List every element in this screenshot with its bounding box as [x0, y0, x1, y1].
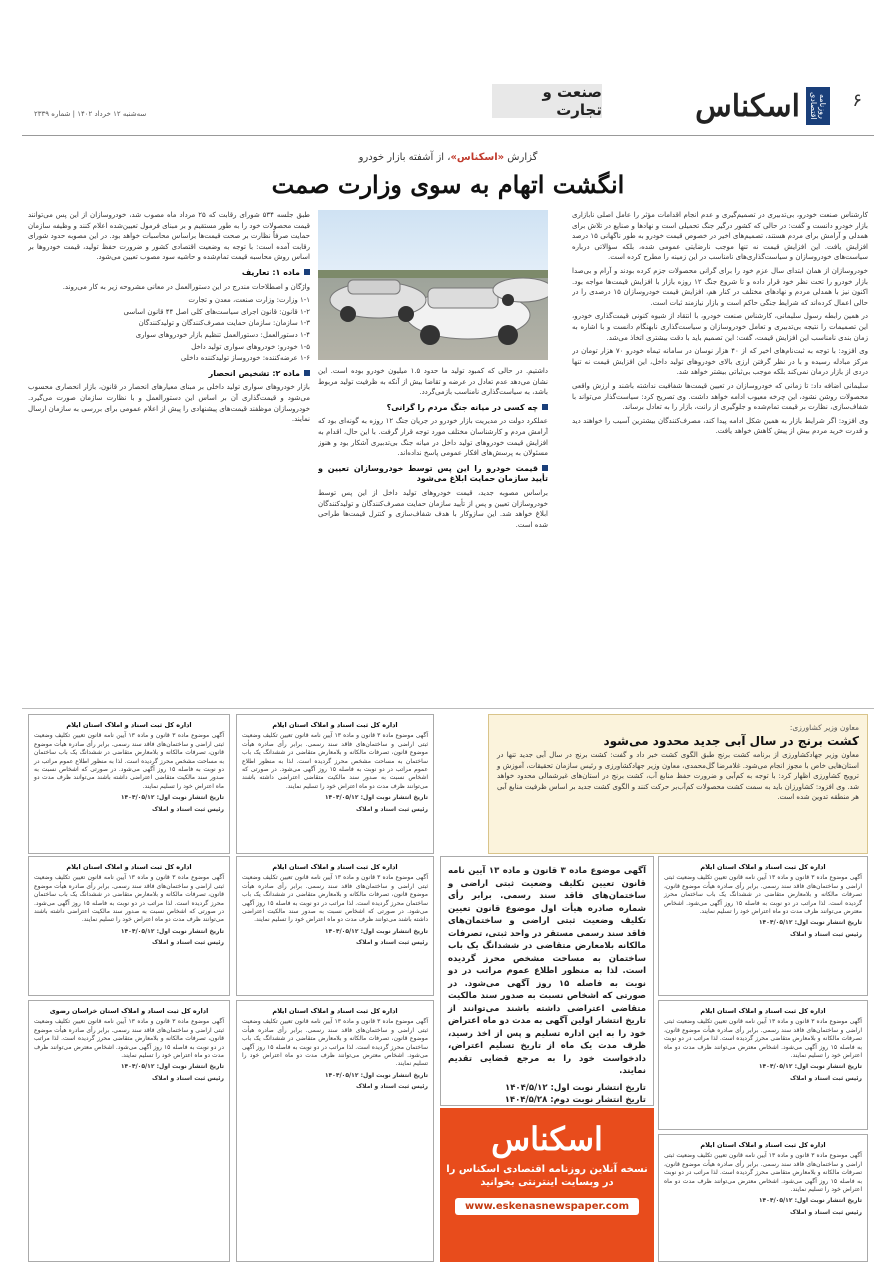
list-item: ۱-۴ دستورالعمل: دستورالعمل تنظیم بازار خودروهای سواری: [135, 330, 310, 339]
subheading: ماده ۱: تعاریف: [28, 268, 310, 279]
article-column-middle: [318, 366, 548, 704]
bullet-icon: [542, 465, 548, 471]
newspaper-logo[interactable]: [695, 86, 830, 126]
bullet-icon: [304, 370, 310, 376]
issue-line: سه‌شنبه ۱۲ خرداد ۱۴۰۲ | شماره ۲۳۳۹: [34, 110, 147, 118]
agri-news-box: [488, 714, 868, 854]
agri-text: معاون وزیر جهادکشاورزی از برنامه کشت برنج طبق الگوی کشت خبر داد و گفت: کشت برنج در سال آبی جدید تنها در استان‌هایی خاص با مجوز انجام می‌شود. غلامرضا گل‌محمدی، معاون وزیر جهادکشاورزی و رئیس سازمان تحقیقات، آموزش و ترویج کشاورزی اظهار کرد: با توجه به کم‌آبی و ضرورت حفظ منابع آب، کشت برنج در استان‌های غیرشمالی محدود خواهد شد. وی افزود: کشاورزان باید به سمت کشت محصولات کم‌آب‌بر حرکت کنند و الگوی کشت جدید بر اساس ظرفیت منابع آبی هر منطقه تدوین شده است.: [497, 751, 859, 801]
paragraph: وی افزود: اگر شرایط بازار به همین شکل ادامه پیدا کند، مصرف‌کنندگان بیشترین آسیب را خواهند دید و قدرت خرید مردم بیش از پیش کاهش خواهد یافت.: [572, 416, 868, 436]
report-suffix: از آشفته بازار خودرو: [358, 152, 445, 163]
paragraph: کارشناس صنعت خودرو، بی‌تدبیری در تصمیم‌گیری و عدم انجام اقدامات مؤثر را عامل اصلی نابازاری بازار خودرو دانست و گفت: در حالی که کشور درگیر جنگ تحمیلی است و نهادها و صنایع در تلاش برای همدلی و آرامش برای مردم هستند، تصمیم‌های اخیر در خصوص قیمت خودرو به طور ناگهانی ۱۵ درصد افزایش یافت. این افزایش قیمت نه تنها موجب نارضایتی عمومی شده، بلکه سؤالاتی درباره سیاست‌های خودروسازان و سیاست‌گذاری‌های نامناسب در این زمینه را مطرح کرده است.: [572, 211, 868, 262]
cars-illustration: [318, 210, 548, 360]
report-brand: «اسکناس»: [450, 152, 505, 163]
article-headline: انگشت اتهام به سوی وزارت صمت: [271, 170, 625, 199]
subheading: قیمت خودرو را این پس توسط خودروسازان تعیین و تأیید سازمان حمایت ابلاغ می‌شود: [318, 463, 548, 484]
legal-notice: اداره کل ثبت اسناد و املاک استان ایلام آگهی موضوع ماده ۳ قانون و ماده ۱۳ آیین نامه قانون تعیین تکلیف وضعیت ثبتی اراضی و ساختمان‌های فاقد سند رسمی. برابر رأی صادره هیأت موضوع قانون، تصرفات مالکانه و بلامعارض متقاضی محرز گردیده است. لذا مراتب در دو نوبت به فاصله ۱۵ روز آگهی می‌شود. اشخاص معترض می‌توانند ظرف مدت دو ماه اعتراض خود را تسلیم نمایند. تاریخ انتشار نوبت اول: ۱۴۰۴/۰۵/۱۲ رئیس ثبت اسناد و املاک: [658, 1000, 868, 1130]
ad-logo: اسکناس: [491, 1120, 603, 1158]
bullet-icon: [304, 269, 310, 275]
definitions-list: [28, 295, 310, 364]
legal-notice: اداره کل ثبت اسناد و املاک استان خراسان رضوی آگهی موضوع ماده ۳ قانون و ماده ۱۳ آیین نامه قانون تعیین تکلیف وضعیت ثبتی اراضی و ساختمان‌های فاقد سند رسمی. برابر رأی صادره هیأت موضوع قانون، تصرفات مالکانه و بلامعارض متقاضی محرز گردیده است. لذا مراتب در دو نوبت به فاصله ۱۵ روز آگهی می‌شود. اشخاص معترض می‌توانند ظرف مدت دو ماه اعتراض خود را تسلیم نمایند. تاریخ انتشار نوبت اول: ۱۴۰۴/۰۵/۱۲ رئیس ثبت اسناد و املاک: [28, 1000, 230, 1262]
legal-notice: اداره کل ثبت اسناد و املاک استان ایلام آگهی موضوع ماده ۳ قانون و ماده ۱۳ آیین نامه قانون تعیین تکلیف وضعیت ثبتی اراضی و ساختمان‌های فاقد سند رسمی. برابر رأی صادره هیأت موضوع قانون، تصرفات مالکانه و بلامعارض متقاضی در ششدانگ یک باب ساختمان محرز گردیده است. لذا مراتب در دو نوبت به فاصله ۱۵ روز آگهی می‌شود. اشخاص معترض می‌توانند ظرف مدت دو ماه اعتراض خود را تسلیم نمایند. تاریخ انتشار نوبت اول: ۱۴۰۴/۰۵/۱۲ رئیس ثبت اسناد و املاک: [236, 1000, 434, 1262]
newspaper-ad[interactable]: [440, 1108, 654, 1262]
logo-word: اسکناس: [695, 88, 800, 124]
legal-notice: اداره کل ثبت اسناد و املاک استان ایلام آگهی موضوع ماده ۳ قانون و ماده ۱۳ آیین نامه قانون تعیین تکلیف وضعیت ثبتی اراضی و ساختمان‌های فاقد سند رسمی. برابر رأی صادره هیأت موضوع قانون، تصرفات مالکانه و بلامعارض متقاضی در ششدانگ یک باب ساختمان به مساحت مشخص محرز گردیده است. لذا به منظور اطلاع عموم مراتب در دو نوبت به فاصله ۱۵ روز آگهی می‌شود. در صورتی که اشخاص نسبت به صدور سند مالکیت متقاضی اعتراضی داشته باشند می‌توانند ظرف مدت دو ماه اعتراض خود را تسلیم نمایند. تاریخ انتشار نوبت اول: ۱۴۰۴/۰۵/۱۲ رئیس ثبت اسناد و املاک: [236, 714, 434, 854]
list-item: ۱-۳ سازمان: سازمان حمایت مصرف‌کنندگان و تولیدکنندگان: [138, 319, 310, 328]
list-item: ۱-۲ قانون: قانون اجرای سیاست‌های کلی اصل ۴۴ قانون اساسی: [123, 307, 310, 316]
list-item: ۱-۱ وزارت: وزارت صنعت، معدن و تجارت: [188, 296, 310, 305]
ad-url-link[interactable]: www.eskenasnewspaper.com: [455, 1198, 639, 1215]
page-header: [22, 84, 874, 136]
cars-photo: [318, 210, 548, 360]
paragraph: طبق جلسه ۵۳۴ شورای رقابت که ۲۵ مرداد ماه مصوب شد، خودروسازان از این پس می‌توانند قیمت محصولات خود را به طور مستقیم و بر مبنای فرمول تعیین‌شده اعلام کنند و وظیفه سازمان حمایت صرفاً نظارت بر صحت قیمت‌ها براساس محاسبات خواهد بود. در این مصوبه حدود شورای رقابت آمده است: با توجه به وضعیت اقتصادی کشور و ضرورت حفظ تولید، قیمت خودروها بر اساس روش محاسبه قیمت تمام‌شده و حاشیه سود مصوب تعیین می‌شود.: [28, 211, 310, 262]
logo-tag: روزنامه اقتصادی: [806, 87, 830, 125]
big-notice-date2: تاریخ انتشار نوبت دوم: ۱۴۰۴/۵/۲۸: [504, 1095, 646, 1105]
report-prefix: گزارش: [507, 152, 538, 163]
legal-notice: اداره کل ثبت اسناد و املاک استان ایلام آگهی موضوع ماده ۳ قانون و ماده ۱۳ آیین نامه قانون تعیین تکلیف وضعیت ثبتی اراضی و ساختمان‌های فاقد سند رسمی. برابر رأی صادره هیأت موضوع قانون، تصرفات مالکانه و بلامعارض متقاضی در ششدانگ یک باب ساختمان محرز گردیده است. لذا مراتب در دو نوبت به فاصله ۱۵ روز آگهی می‌شود. اشخاص معترض می‌توانند ظرف مدت دو ماه اعتراض خود را تسلیم نمایند. تاریخ انتشار نوبت اول: ۱۴۰۴/۰۵/۱۲ رئیس ثبت اسناد و املاک: [658, 856, 868, 996]
legal-notice: اداره کل ثبت اسناد و املاک استان ایلام آگهی موضوع ماده ۳ قانون و ماده ۱۳ آیین نامه قانون تعیین تکلیف وضعیت ثبتی اراضی و ساختمان‌های فاقد سند رسمی. برابر رأی صادره هیأت موضوع قانون، تصرفات مالکانه و بلامعارض متقاضی در ششدانگ یک باب ساختمان محرز گردیده است. لذا مراتب در دو نوبت به فاصله ۱۵ روز آگهی می‌شود. در صورتی که اشخاص نسبت به صدور سند مالکیت اعتراضی داشته باشند می‌توانند ظرف مدت دو ماه اعتراض خود را تسلیم نمایند. تاریخ انتشار نوبت اول: ۱۴۰۴/۰۵/۱۲ رئیس ثبت اسناد و املاک: [236, 856, 434, 996]
paragraph: وی افزود: با توجه به ثبت‌نام‌های اخیر که از ۴۰ هزار نوسان در سامانه تیماه خودرو ۷۰ هزار تومان در مرکز مبادله رسیده و با در نظر گرفتن ارزی بالای خودروهای تولید داخل، این افزایش قیمت نه تنها دردی از بازار درمان نمی‌کند بلکه موجب بی‌ثباتی بیشتر خواهد شد.: [572, 347, 868, 377]
paragraph: بازار خودروهای سواری تولید داخلی بر مبنای معیارهای انحصار در قانون، بازار انحصاری محسوب می‌شود و قیمت‌گذاری آن بر اساس این دستورالعمل و با نظارت سازمان صورت می‌گیرد. خودروسازان موظفند قیمت‌های پیشنهادی را پیش از اعلام عمومی برای بررسی به سازمان ارسال نمایند.: [28, 383, 310, 424]
article-column-left: [28, 210, 310, 704]
paragraph: خودروسازان از همان ابتدای سال عزم خود را برای گرانی محصولات جزم کرده بودند و آرام و بی‌صدا بازار خودرو را تحت نظر خود قرار داده و تا شروع جنگ ۱۲ روزه بازار با افزایش قیمت‌ها مواجه بود. اکنون نیز با همدلی مردم و نهادهای مختلف در کنار هم، افزایش قیمت خودروسازان ۱۵ درصدی را در حالی اعمال کرده‌اند که شرایط جنگی حاکم است و بازار نیازمند ثبات است.: [572, 266, 868, 307]
bullet-icon: [542, 404, 548, 410]
big-legal-notice: [440, 856, 654, 1106]
report-line: گزارش «اسکناس»، از آشفته بازار خودرو: [358, 152, 538, 163]
car-icon: [330, 280, 426, 322]
ad-line1: نسخه آنلاین روزنامه اقتصادی اسکناس را: [446, 1164, 648, 1175]
paragraph: داشتیم. در حالی که کمبود تولید ما حدود ۱.۵ میلیون خودرو بوده است. این نشان می‌دهد عدم تعادل در عرضه و تقاضا بیش از آنکه به ظرفیت تولید مربوط باشد، به سیاست‌گذاری نامناسب بازمی‌گردد.: [318, 367, 548, 397]
list-item: ۱-۵ خودرو: خودروهای سواری تولید داخل: [191, 342, 310, 351]
section-title: صنعت و تجارت: [492, 84, 602, 118]
ad-line2: در وبسایت اینترنتی بخوانید: [480, 1177, 614, 1188]
agri-kicker: معاون وزیر کشاورزی:: [789, 723, 859, 732]
page-number: ۶: [852, 90, 862, 111]
article-column-right: [572, 210, 868, 704]
paragraph: واژگان و اصطلاحات مندرج در این دستورالعمل در معانی مشروحه زیر به کار می‌روند.: [62, 282, 310, 291]
legal-notice: اداره کل ثبت اسناد و املاک استان ایلام آگهی موضوع ماده ۳ قانون و ماده ۱۳ آیین نامه قانون تعیین تکلیف وضعیت ثبتی اراضی و ساختمان‌های فاقد سند رسمی. برابر رأی صادره هیأت موضوع قانون، تصرفات مالکانه و بلامعارض متقاضی در ششدانگ یک باب ساختمان به مساحت مشخص محرز گردیده است. لذا به منظور اطلاع عموم مراتب در دو نوبت به فاصله ۱۵ روز آگهی می‌شود. در صورتی که اشخاص نسبت به صدور سند مالکیت متقاضی اعتراضی داشته باشند می‌توانند ظرف مدت دو ماه اعتراض خود را تسلیم نمایند. تاریخ انتشار نوبت اول: ۱۴۰۴/۰۵/۱۲ رئیس ثبت اسناد و املاک: [28, 714, 230, 854]
list-item: ۱-۶ عرضه‌کننده: خودروساز تولیدکننده داخلی: [180, 354, 310, 363]
divider: [22, 708, 874, 709]
paragraph: در همین رابطه رسول سلیمانی، کارشناس صنعت خودرو، با انتقاد از شیوه کنونی قیمت‌گذاری خودرو، این تصمیمات را نتیجه بی‌تدبیری و تعامل خودروسازان و سیاست‌گذاری نابهنگام دانست و با اشاره به زمان بندی نامناسب این افزایش قیمت، گفت: این تصمیم باید با دقت بیشتری اتخاذ می‌شد.: [572, 312, 868, 342]
legal-notice: اداره کل ثبت اسناد و املاک استان ایلام آگهی موضوع ماده ۳ قانون و ماده ۱۳ آیین نامه قانون تعیین تکلیف وضعیت ثبتی اراضی و ساختمان‌های فاقد سند رسمی. برابر رأی صادره هیأت موضوع قانون، تصرفات مالکانه و بلامعارض متقاضی محرز گردیده است. لذا مراتب در دو نوبت به فاصله ۱۵ روز آگهی می‌شود. اشخاص معترض می‌توانند ظرف مدت دو ماه اعتراض خود را تسلیم نمایند. تاریخ انتشار نوبت اول: ۱۴۰۴/۰۵/۱۲ رئیس ثبت اسناد و املاک: [658, 1134, 868, 1262]
big-notice-body: آگهی موضوع ماده ۳ قانون و ماده ۱۳ آیین نامه قانون تعیین تکلیف وضعیت ثبتی اراضی و ساختمان‌های فاقد سند رسمی. برابر رأی شماره صادره هیأت اول موضوع قانون تعیین تکلیف وضعیت ثبتی اراضی و ساختمان‌های فاقد سند رسمی مستقر در واحد ثبتی، تصرفات مالکانه بلامعارض متقاضی در ششدانگ یک باب ساختمان به مساحت مشخص محرز گردیده است. لذا به منظور اطلاع عموم مراتب در دو نوبت به فاصله ۱۵ روز آگهی می‌شود. در صورتی که اشخاص نسبت به صدور سند مالکیت متقاضی اعتراضی داشته باشند می‌توانند از تاریخ انتشار اولین آگهی به مدت دو ماه اعتراض خود را به این اداره تسلیم و پس از اخذ رسید، ظرف مدت یک ماه از تاریخ تسلیم اعتراض، دادخواست خود را به مرجع قضایی تقدیم نمایند.: [448, 866, 647, 1076]
big-notice-date1: تاریخ انتشار نوبت اول: ۱۴۰۴/۵/۱۲: [505, 1082, 646, 1093]
paragraph: سلیمانی اضافه داد: تا زمانی که خودروسازان در تعیین قیمت‌ها شفافیت نداشته باشند و ارزش واقعی محصولات روشن نشود، این چرخه معیوب ادامه خواهد داشت. وی تصریح کرد: سیاست‌گذار می‌تواند با شفاف‌سازی، نظارت بر قیمت تمام‌شده و جلوگیری از رانت، بازار را به تعادل برساند.: [572, 381, 868, 412]
subheading: چه کسی در میانه جنگ مردم را گرانی؟: [318, 403, 548, 414]
agri-title: کشت برنج در سال آبی جدید محدود می‌شود: [603, 733, 859, 748]
legal-notice: اداره کل ثبت اسناد و املاک استان ایلام آگهی موضوع ماده ۳ قانون و ماده ۱۳ آیین نامه قانون تعیین تکلیف وضعیت ثبتی اراضی و ساختمان‌های فاقد سند رسمی. برابر رأی صادره هیأت موضوع قانون، تصرفات مالکانه و بلامعارض متقاضی در ششدانگ یک باب ساختمان محرز گردیده است. لذا مراتب در دو نوبت به فاصله ۱۵ روز آگهی می‌شود. در صورتی که اشخاص نسبت به صدور سند مالکیت اعتراضی داشته باشند می‌توانند ظرف مدت دو ماه اعتراض خود را تسلیم نمایند. تاریخ انتشار نوبت اول: ۱۴۰۴/۰۵/۱۲ رئیس ثبت اسناد و املاک: [28, 856, 230, 996]
paragraph: عملکرد دولت در مدیریت بازار خودرو در جریان جنگ ۱۲ روزه به گونه‌ای بود که آرامش مردم و کارشناسان مختلف مورد توجه قرار گرفت. با این حال، اقدام به افزایش قیمت خودروهای تولید داخل در میانه جنگ بی‌تدبیری آشکار بود و هنوز مسئولان به پرسش‌های افکار عمومی پاسخ نداده‌اند.: [318, 417, 548, 458]
paragraph: براساس مصوبه جدید، قیمت خودروهای تولید داخل از این پس توسط خودروسازان تعیین و پس از تأیید سازمان حمایت مصرف‌کنندگان و تولیدکنندگان ابلاغ خواهد شد. این سازوکار با هدف شفاف‌سازی و کنترل قیمت‌ها طراحی شده است.: [318, 488, 548, 529]
subheading: ماده ۲: تشخیص انحصار: [28, 369, 310, 380]
